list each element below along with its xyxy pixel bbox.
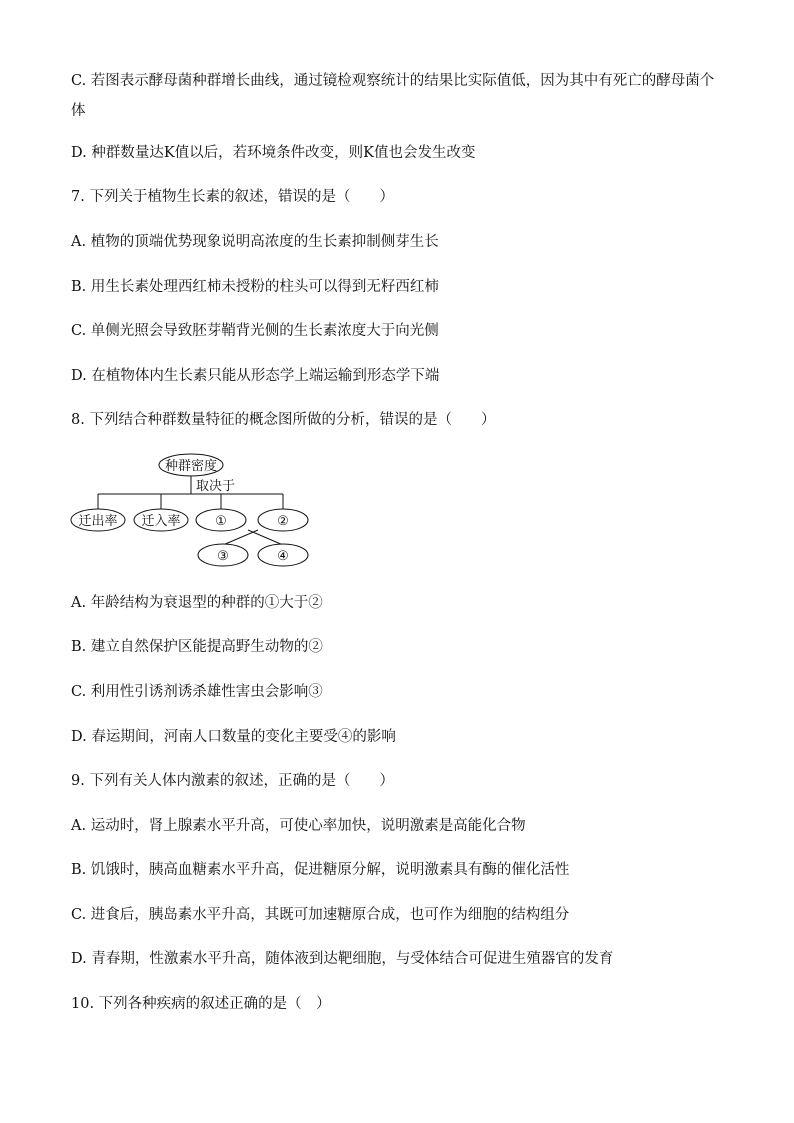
q10-stem: 10. 下列各种疾病的叙述正确的是（ ）	[71, 996, 331, 1012]
diagram-connectors	[98, 475, 283, 545]
concept-diagram-svg	[68, 452, 318, 572]
node-label-emigration: 迁出率	[78, 514, 118, 529]
population-concept-diagram	[68, 452, 318, 572]
relation-label: 取决于	[196, 479, 236, 494]
q6-option-d: D. 种群数量达K值以后，若环境条件改变，则K值也会发生改变	[71, 145, 476, 161]
q9-option-a: A. 运动时，肾上腺素水平升高，可使心率加快，说明激素是高能化合物	[71, 818, 526, 834]
q8-option-b: B. 建立自然保护区能提高野生动物的②	[71, 639, 323, 655]
q6-option-c: C. 若图表示酵母菌种群增长曲线，通过镜检观察统计的结果比实际值低，因为其中有死亡的酵母菌个体	[71, 73, 715, 119]
q9-option-c: C. 进食后，胰岛素水平升高，其既可加速糖原合成，也可作为细胞的结构组分	[71, 907, 570, 923]
q7-stem: 7. 下列关于植物生长素的叙述，错误的是（ ）	[71, 189, 394, 205]
q7-option-b: B. 用生长素处理西红柿未授粉的柱头可以得到无籽西红柿	[71, 279, 439, 295]
node-label-3: ③	[217, 549, 229, 564]
node-label-4: ④	[277, 549, 289, 564]
node-label-2: ②	[277, 514, 289, 529]
q8-option-d: D. 春运期间，河南人口数量的变化主要受④的影响	[71, 729, 396, 745]
node-label-immigration: 迁入率	[141, 514, 181, 529]
q8-option-c: C. 利用性引诱剂诱杀雄性害虫会影响③	[71, 684, 323, 700]
q8-stem: 8. 下列结合种群数量特征的概念图所做的分析，错误的是（ ）	[71, 412, 496, 428]
q7-option-d: D. 在植物体内生长素只能从形态学上端运输到形态学下端	[71, 368, 440, 384]
node-label-1: ①	[215, 514, 227, 529]
root-label: 种群密度	[164, 459, 218, 474]
q9-stem: 9. 下列有关人体内激素的叙述，正确的是（ ）	[71, 773, 394, 789]
q9-option-d: D. 青春期，性激素水平升高，随体液到达靶细胞，与受体结合可促进生殖器官的发育	[71, 951, 614, 967]
q7-option-c: C. 单侧光照会导致胚芽鞘背光侧的生长素浓度大于向光侧	[71, 323, 439, 339]
q8-option-a: A. 年龄结构为衰退型的种群的①大于②	[71, 595, 323, 611]
q7-option-a: A. 植物的顶端优势现象说明高浓度的生长素抑制侧芽生长	[71, 234, 439, 250]
q9-option-b: B. 饥饿时，胰高血糖素水平升高，促进糖原分解，说明激素具有酶的催化活性	[71, 862, 570, 878]
cross-line-2	[223, 530, 258, 545]
